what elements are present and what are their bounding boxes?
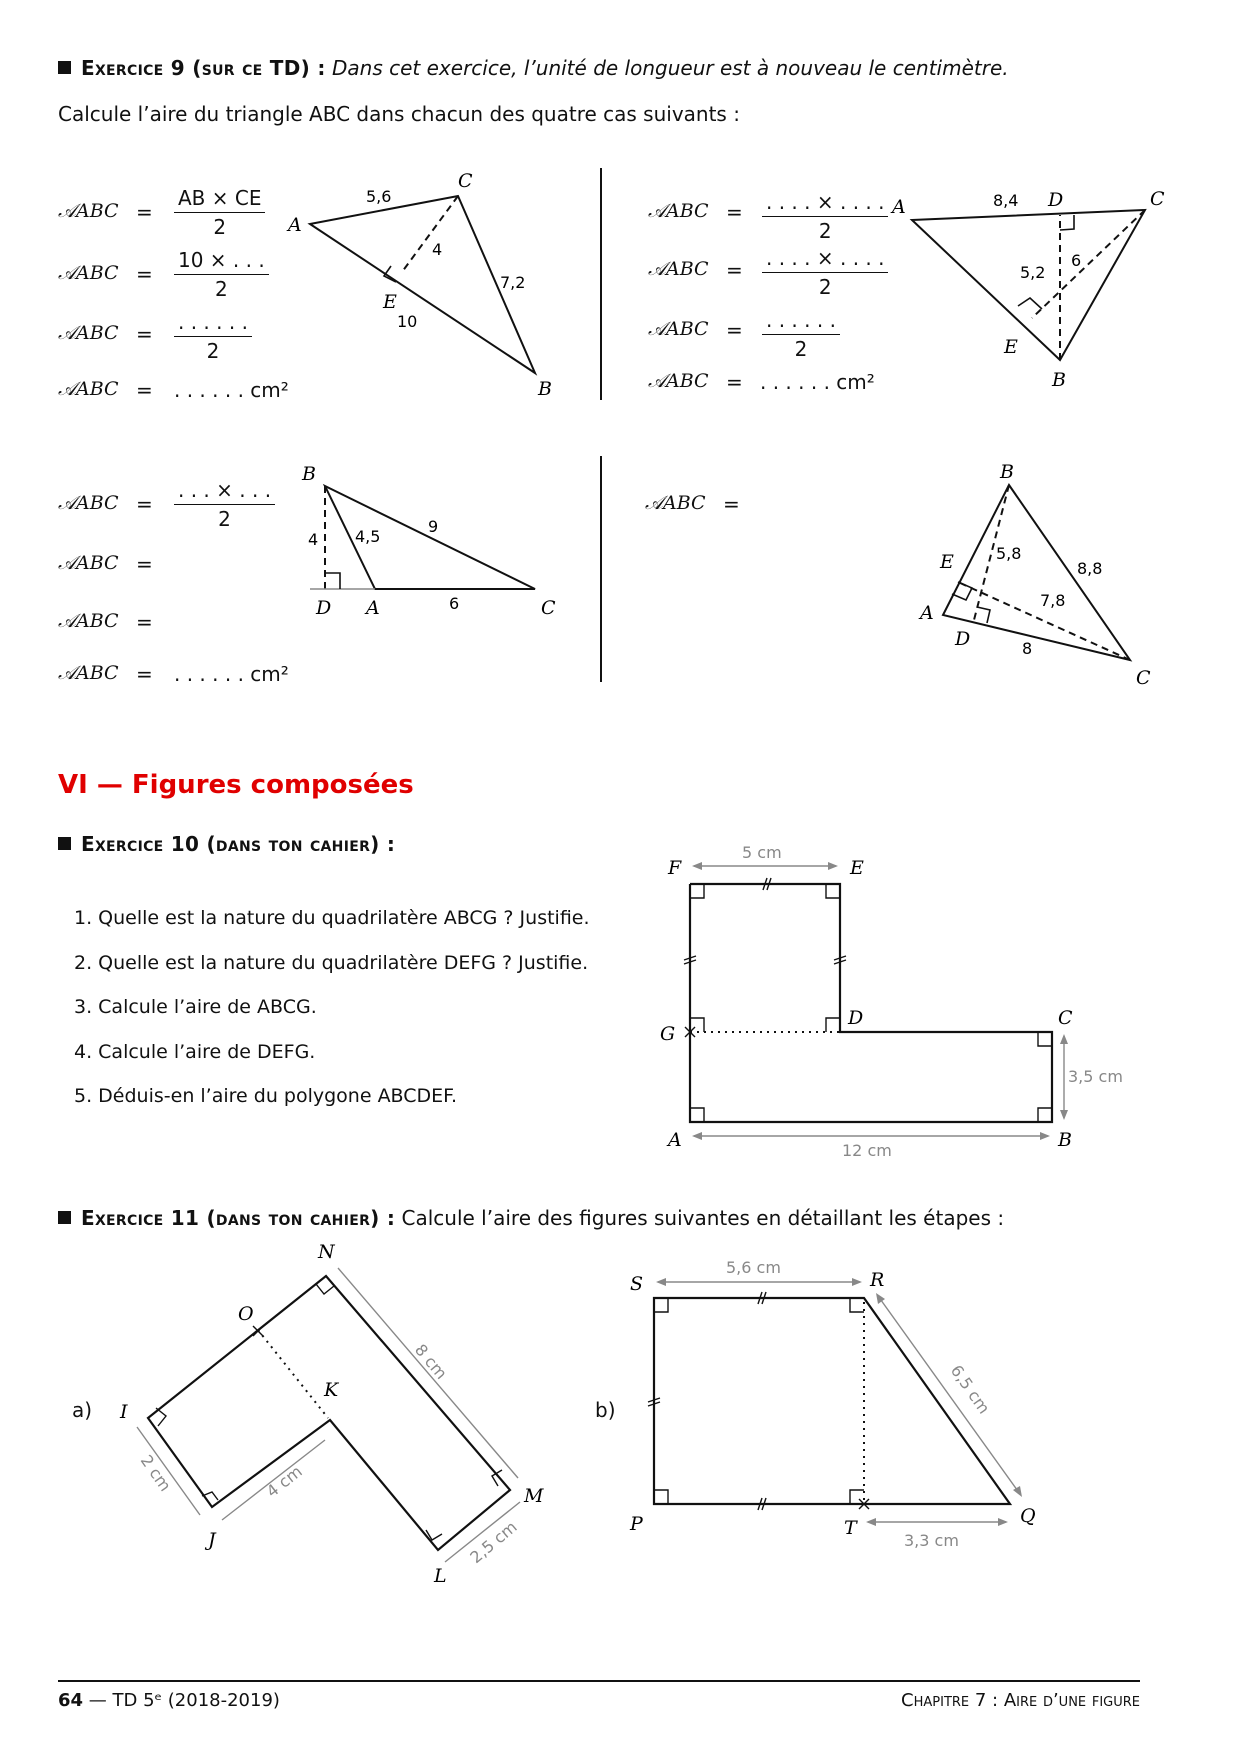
- point-label: K: [324, 1379, 339, 1401]
- point-label: M: [524, 1485, 544, 1507]
- question-item: 4. Calcule l’aire de DEFG.: [74, 1041, 316, 1063]
- equals-sign: =: [136, 662, 153, 686]
- area-symbol: 𝒜ABC: [648, 258, 709, 280]
- fraction-denominator: 2: [218, 507, 231, 531]
- fraction-numerator: . . . . × . . . .: [762, 190, 888, 217]
- exercise-9-instruction: Calcule l’aire du triangle ABC dans chacun des quatre cas suivants :: [58, 102, 740, 126]
- point-label: C: [1150, 188, 1165, 210]
- fraction-denominator: 2: [818, 275, 832, 299]
- area-symbol: 𝒜ABC: [648, 318, 709, 340]
- point-label: C: [1136, 667, 1151, 689]
- fraction-numerator: . . . . . .: [762, 308, 840, 335]
- point-label: S: [630, 1273, 644, 1295]
- point-label: A: [288, 214, 302, 236]
- point-label: D: [1048, 189, 1064, 211]
- equals-sign: =: [726, 200, 743, 224]
- area-symbol: 𝒜ABC: [58, 262, 119, 284]
- length-label: 4: [308, 530, 319, 549]
- point-label: J: [208, 1529, 216, 1551]
- point-label: I: [120, 1401, 128, 1423]
- point-label: C: [541, 597, 556, 619]
- length-label: 7,2: [500, 273, 526, 292]
- fraction-denominator: 2: [794, 337, 808, 361]
- footer-rule: [58, 1680, 1140, 1682]
- point-label: T: [844, 1517, 857, 1539]
- point-label: C: [1058, 1007, 1073, 1029]
- figure-a-tag: a): [72, 1398, 93, 1422]
- question-item: 2. Quelle est la nature du quadrilatère DEFG ? Justifie.: [74, 952, 589, 974]
- point-label: A: [668, 1129, 682, 1151]
- point-label: P: [630, 1513, 643, 1535]
- fraction-numerator: . . . × . . .: [174, 478, 275, 505]
- question-item: 1. Quelle est la nature du quadrilatère ABCG ? Justifie.: [74, 907, 590, 929]
- point-label: A: [366, 597, 380, 619]
- length-label: 3,3 cm: [904, 1531, 959, 1550]
- area-symbol: 𝒜ABC: [58, 552, 119, 574]
- case2-result: . . . . . . cm²: [760, 370, 875, 394]
- point-label: E: [1004, 336, 1018, 358]
- case3-result: . . . . . . cm²: [174, 662, 289, 686]
- exercise-11-instruction: Calcule l’aire des figures suivantes en détaillant les étapes :: [401, 1206, 1005, 1230]
- point-label: O: [238, 1303, 254, 1325]
- page-number: 64: [58, 1690, 84, 1711]
- polygon-pqrs: [648, 1292, 1010, 1510]
- length-label: 4,5: [355, 527, 381, 546]
- length-label: 6,5 cm: [946, 1361, 994, 1418]
- figure-a-labels: [119, 1241, 544, 1587]
- point-label: B: [1052, 369, 1066, 391]
- length-label: 3,5 cm: [1068, 1067, 1123, 1086]
- figure-b-tag: b): [595, 1398, 616, 1422]
- equals-sign: =: [136, 200, 153, 224]
- point-label: L: [434, 1565, 447, 1587]
- equals-sign: =: [136, 552, 153, 576]
- point-label: N: [318, 1241, 335, 1263]
- point-label: A: [920, 602, 934, 624]
- length-label: 4 cm: [262, 1461, 306, 1502]
- figure-a-arrows: [137, 1268, 520, 1562]
- figure-b-labels: [629, 1258, 1036, 1550]
- footer-chapter: Chapitre 7 : Aire d’une figure: [901, 1690, 1140, 1711]
- point-label: B: [1000, 461, 1014, 483]
- point-label: D: [848, 1007, 864, 1029]
- question-item: 3. Calcule l’aire de ABCG.: [74, 996, 317, 1018]
- length-label: 7,8: [1040, 591, 1066, 610]
- point-label: R: [870, 1269, 885, 1291]
- length-label: 2,5 cm: [466, 1517, 521, 1568]
- point-label: A: [892, 196, 906, 218]
- point-label: G: [660, 1023, 676, 1045]
- area-symbol: 𝒜ABC: [58, 662, 119, 684]
- fraction-numerator: 10 × . . .: [174, 248, 269, 275]
- polygon-ijklmn: [148, 1276, 510, 1550]
- exercise-10-title: Exercice 10 (dans ton cahier) :: [81, 832, 396, 856]
- length-label: 12 cm: [842, 1141, 892, 1160]
- length-label: 10: [397, 312, 418, 331]
- figure-b-arrows: [656, 1278, 1022, 1526]
- length-label: 8 cm: [410, 1340, 451, 1383]
- length-label: 5,6 cm: [726, 1258, 781, 1277]
- footer-left: [58, 1690, 280, 1711]
- area-symbol: 𝒜ABC: [648, 200, 709, 222]
- point-label: F: [668, 857, 682, 879]
- length-label: 8: [1022, 639, 1033, 658]
- fraction-numerator: . . . . . .: [174, 310, 252, 337]
- length-label: 2 cm: [136, 1451, 176, 1495]
- area-symbol: 𝒜ABC: [58, 322, 119, 344]
- fraction-denominator: 2: [214, 277, 228, 301]
- point-label: D: [955, 628, 971, 650]
- section-title: VI — Figures composées: [58, 770, 414, 800]
- point-label: Q: [1020, 1505, 1036, 1527]
- equals-sign: =: [136, 262, 153, 286]
- case1-result: . . . . . . cm²: [174, 378, 289, 402]
- area-symbol: 𝒜ABC: [58, 492, 119, 514]
- length-label: 5,8: [996, 544, 1022, 563]
- area-symbol: 𝒜ABC: [58, 378, 119, 400]
- fraction-denominator: 2: [818, 219, 832, 243]
- length-label: 5,2: [1020, 263, 1046, 282]
- area-symbol: 𝒜ABC: [648, 370, 709, 392]
- exercise-9-title: Exercice 9 (sur ce TD) :: [81, 56, 326, 80]
- equals-sign: =: [723, 492, 740, 516]
- area-symbol: 𝒜ABC: [58, 610, 119, 632]
- point-label: D: [316, 597, 332, 619]
- footer-course: — TD 5ᵉ (2018-2019): [83, 1690, 280, 1711]
- area-symbol: 𝒜ABC: [58, 200, 119, 222]
- length-label: 6: [1071, 251, 1082, 270]
- length-label: 9: [428, 517, 439, 536]
- point-label: E: [850, 857, 864, 879]
- length-label: 5 cm: [742, 843, 782, 862]
- length-label: 6: [449, 594, 460, 613]
- fraction-numerator: AB × CE: [174, 186, 265, 213]
- exercise-11-title: Exercice 11 (dans ton cahier) :: [81, 1206, 396, 1230]
- fraction-denominator: 2: [206, 339, 220, 363]
- fraction-denominator: 2: [213, 215, 227, 239]
- equals-sign: =: [136, 610, 153, 634]
- length-label: 4: [432, 240, 443, 259]
- length-label: 5,6: [366, 187, 392, 206]
- equals-sign: =: [136, 492, 153, 516]
- equals-sign: =: [726, 258, 743, 282]
- equals-sign: =: [136, 378, 153, 402]
- point-label: B: [302, 463, 316, 485]
- length-label: 8,4: [993, 191, 1019, 210]
- exercise-9-subtitle: Dans cet exercice, l’unité de longueur est à nouveau le centimètre.: [332, 56, 1009, 80]
- equals-sign: =: [726, 370, 743, 394]
- length-label: 8,8: [1077, 559, 1103, 578]
- area-symbol: 𝒜ABC: [645, 492, 706, 514]
- equals-sign: =: [726, 318, 743, 342]
- point-label: C: [458, 170, 473, 192]
- point-label: E: [383, 291, 397, 313]
- question-item: 5. Déduis-en l’aire du polygone ABCDEF.: [74, 1085, 458, 1107]
- point-label: B: [1058, 1129, 1072, 1151]
- point-label: B: [538, 378, 552, 400]
- equals-sign: =: [136, 322, 153, 346]
- fraction-numerator: . . . . × . . . .: [762, 246, 888, 273]
- point-label: E: [940, 551, 954, 573]
